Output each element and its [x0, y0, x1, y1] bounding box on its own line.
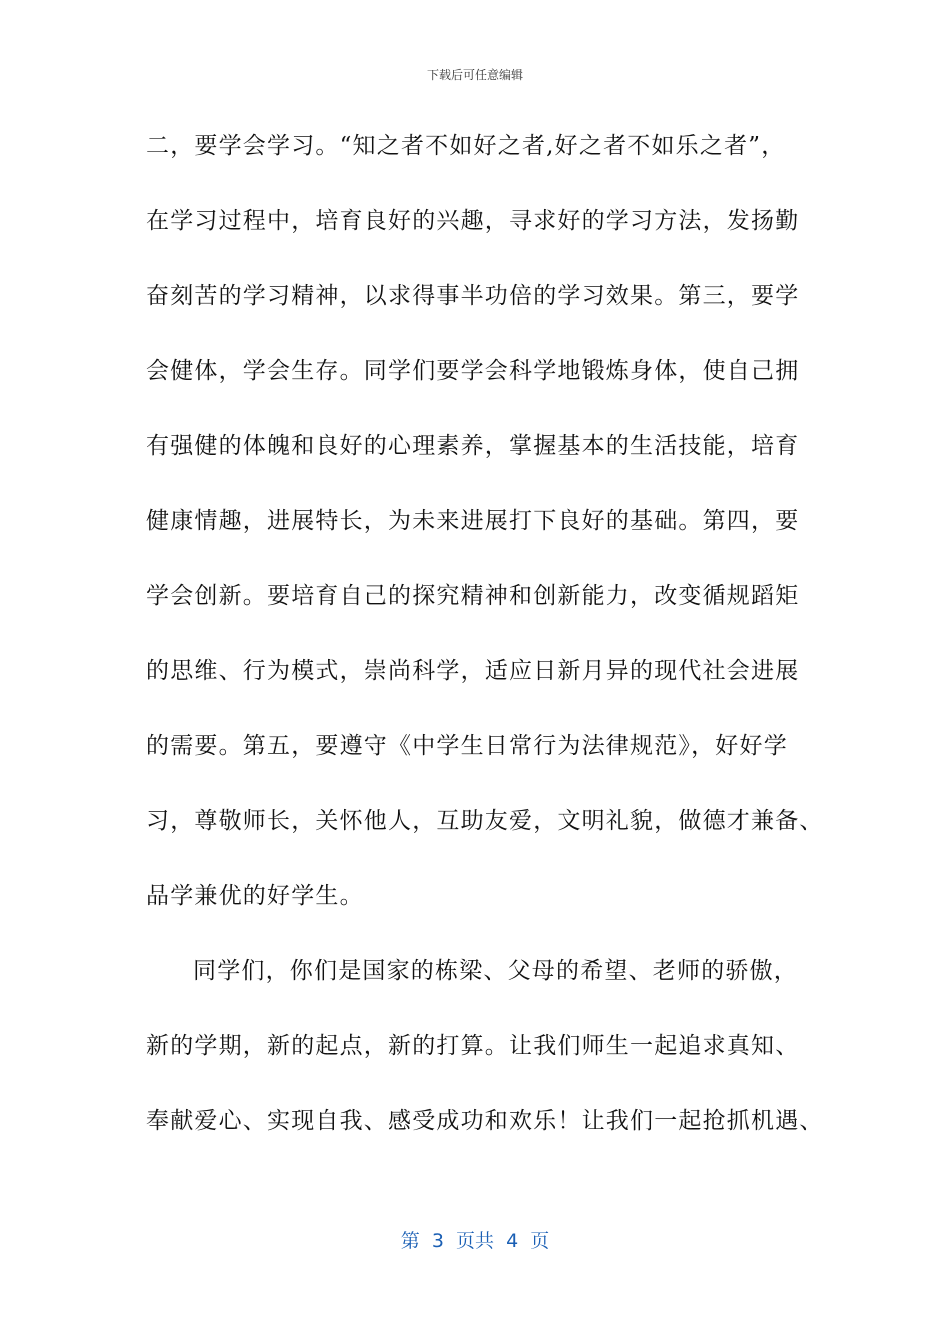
text-line: 的思维、行为模式，崇尚科学，适应日新月异的现代社会进展 — [146, 658, 800, 684]
text-line: 习，尊敬师长，关怀他人，互助友爱，文明礼貌，做德才兼备、 — [146, 808, 824, 834]
header-note: 下载后可任意编辑 — [426, 68, 523, 82]
document-body — [146, 118, 826, 1168]
text-line: 健康情趣，进展特长，为未来进展打下良好的基础。第四，要 — [146, 508, 800, 534]
text-line: 学会创新。要培育自己的探究精神和创新能力，改变循规蹈矩 — [146, 583, 800, 609]
text-line: 奋刻苦的学习精神，以求得事半功倍的学习效果。第三，要学 — [146, 283, 800, 309]
text-line: 品学兼优的好学生。 — [146, 883, 364, 909]
text-line: 在学习过程中，培育良好的兴趣，寻求好的学习方法，发扬勤 — [146, 208, 800, 234]
page-number: 第 3 页共 4 页 — [400, 1230, 550, 1252]
text-line: 二，要学会学习。“知之者不如好之者,好之者不如乐之者”， — [146, 133, 786, 159]
text-line: 奉献爱心、实现自我、感受成功和欢乐！让我们一起抢抓机遇、 — [146, 1108, 824, 1134]
paragraph-first-line: 同学们，你们是国家的栋梁、父母的希望、老师的骄傲， — [193, 958, 798, 984]
text-line: 的需要。第五，要遵守《中学生日常行为法律规范》，好好学 — [146, 733, 788, 759]
text-line: 新的学期，新的起点，新的打算。让我们师生一起追求真知、 — [146, 1033, 800, 1059]
text-line: 会健体，学会生存。同学们要学会科学地锻炼身体，使自己拥 — [146, 358, 800, 384]
text-line: 有强健的体魄和良好的心理素养，掌握基本的生活技能，培育 — [146, 433, 800, 459]
